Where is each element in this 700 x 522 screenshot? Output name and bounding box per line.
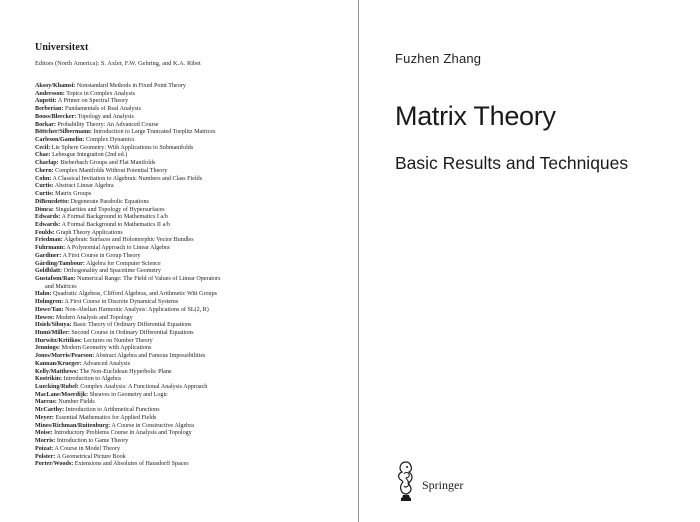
series-entry-author: Hurwitz/Kritikos: <box>35 337 83 344</box>
series-entry-title: Matrix Groups <box>53 191 92 198</box>
series-entry-title: Topology and Analysis <box>76 113 134 120</box>
series-entry-title: Second Course in Ordinary Differential Equations <box>69 330 194 336</box>
series-entry-author: Gårding/Tambour: <box>35 260 85 267</box>
series-entry-title: Lebesgue Integration (2nd ed.) <box>50 152 128 159</box>
series-entry-title: Orthogonality and Spacetime Geometry <box>62 268 161 275</box>
series-list-item <box>35 384 355 392</box>
series-entry-title: Introduction to Algebra <box>62 376 121 383</box>
series-entry-author: Fuhrmann: <box>35 245 66 252</box>
series-entry-author: Poizat: <box>35 445 54 452</box>
series-list-item <box>35 106 355 114</box>
series-entry-title: Basic Theory of Ordinary Differential Equations <box>71 322 192 329</box>
series-entry-title: Bieberbach Groups and Flat Manifolds <box>58 160 156 167</box>
series-list-item <box>35 438 355 446</box>
series-entry-title: Sheaves in Geometry and Logic <box>88 391 168 398</box>
series-list-item <box>35 330 355 338</box>
series-entry-title: Probability Theory: An Advanced Course <box>56 121 159 128</box>
book-title: Matrix Theory <box>395 101 556 131</box>
series-entry-title: Introductory Problems Course in Analysis and Topology <box>52 430 192 437</box>
series-list-item <box>35 168 355 176</box>
series-entry-author: Luecking/Rubel: <box>35 384 79 391</box>
series-entry-title: Introduction to Large Truncated Toeplitz Matrices <box>91 129 216 136</box>
series-entry-title: A Course in Constructive Algebra <box>110 422 194 429</box>
series-entry-author: Curtis: <box>35 183 54 190</box>
springer-logo-icon <box>395 460 417 504</box>
series-entry-title: Lie Sphere Geometry: With Applications to Submanifolds <box>50 144 194 151</box>
series-entry-author: Edwards: <box>35 221 61 228</box>
series-entry-title: A First Course in Discrete Dynamical Systems <box>63 299 179 306</box>
series-entry-title: Algebra for Computer Science <box>84 260 161 267</box>
series-entry-author: Chern: <box>35 167 54 174</box>
series-list-item <box>35 253 355 261</box>
series-entry-author: Friedman: <box>35 237 63 244</box>
series-entry-title: A Polynomial Approach to Linear Algebra <box>65 245 170 252</box>
series-entry-title: Graph Theory Applications <box>54 229 123 236</box>
series-editors: Editors (North America): S. Axler, F.W. Gehring, and K.A. Ribet <box>35 60 201 67</box>
series-list-item <box>35 399 355 407</box>
series-entry-author: Kostrikin: <box>35 376 63 383</box>
series-list-item <box>35 345 355 353</box>
series-entry-title: Complex Dynamics <box>84 137 135 144</box>
series-entry-title: A Formal Background to Mathematics I a/b <box>60 214 168 221</box>
series-entry-author: Polster: <box>35 453 56 460</box>
series-list-item <box>35 237 355 245</box>
series-entry-title: Extensions and Absolutes of Hausdorff Spaces <box>73 461 189 468</box>
series-entry-author: Aksoy/Khamsi: <box>35 83 76 89</box>
series-list-item <box>35 137 355 145</box>
series-entry-author: Jennings: <box>35 345 61 352</box>
publisher-imprint <box>395 460 463 504</box>
series-list-item <box>35 98 355 106</box>
series-entry-author: MacLane/Moerdijk: <box>35 391 89 398</box>
series-entry-author: Dimca: <box>35 206 54 213</box>
series-entry-author: Edwards: <box>35 214 61 221</box>
series-list-item <box>35 261 355 269</box>
series-list-item <box>35 446 355 454</box>
series-entry-author: Morris: <box>35 438 56 445</box>
series-entry-title: Non-Abelian Harmonic Analysis: Applications of SL(2, R) <box>63 306 209 313</box>
book-subtitle: Basic Results and Techniques <box>395 153 629 173</box>
series-entry-title: Degenerate Parabolic Equations <box>69 198 149 205</box>
series-list-item <box>35 291 355 299</box>
series-title: Universitext <box>35 42 89 53</box>
series-entry-title: Topics in Complex Analysis <box>64 90 136 97</box>
series-list-item <box>35 299 355 307</box>
series-entry-author: McCarthy: <box>35 407 65 414</box>
series-entry-author: Booss/Bleecker: <box>35 113 77 120</box>
series-book-list <box>35 83 355 469</box>
series-entry-author: Cecil: <box>35 144 51 151</box>
series-entry-title: Numerical Range: The Field of Values of Linear Operators <box>75 275 221 282</box>
series-entry-title: A Course in Model Theory <box>53 445 121 452</box>
series-entry-title: Introduction to Game Theory <box>55 438 129 445</box>
series-entry-author: Hahn: <box>35 291 52 298</box>
series-list-item <box>35 392 355 400</box>
series-entry-author: Gustafson/Rao: <box>35 275 76 282</box>
series-entry-title: The Non-Euclidean Hyperbolic Plane <box>78 368 172 375</box>
series-entry-author: Andersson: <box>35 90 65 97</box>
series-entry-title: Abstract Algebra and Famous Impossibilities <box>94 353 206 360</box>
series-entry-author: Howes: <box>35 314 55 321</box>
series-list-item <box>35 245 355 253</box>
series-entry-author: Porter/Woods: <box>35 461 74 468</box>
series-entry-author: Aupetit: <box>35 98 57 105</box>
series-entry-title: and Matrices <box>45 283 77 290</box>
series-list-item <box>35 191 355 199</box>
series-entry-title: Fundamentals of Real Analysis <box>63 106 141 113</box>
series-list-item <box>35 222 355 230</box>
series-entry-title: Lectures on Number Theory <box>82 337 153 344</box>
series-list-item <box>35 376 355 384</box>
series-list-item <box>35 353 355 361</box>
series-entry-title: A Formal Background to Mathematics II a/b <box>60 221 170 228</box>
series-list-item <box>35 83 355 91</box>
series-entry-title: A Primer on Spectral Theory <box>56 98 129 105</box>
series-entry-title: Complex Analysis: A Functional Analysis Approach <box>78 384 208 391</box>
series-entry-author: Berberian: <box>35 106 64 113</box>
series-entry-author: Mines/Richman/Ruitenburg: <box>35 422 111 429</box>
series-entry-author: Goldblatt: <box>35 268 63 275</box>
series-entry-author: Humi/Miller: <box>35 330 70 336</box>
series-list-item <box>35 307 355 315</box>
series-entry-title: Algebraic Surfaces and Holomorphic Vector Bundles <box>62 237 194 244</box>
series-list-item <box>35 114 355 122</box>
series-list-item <box>35 361 355 369</box>
series-entry-author: Jones/Morris/Pearson: <box>35 353 95 360</box>
title-page <box>359 0 700 522</box>
series-list-item <box>35 423 355 431</box>
series-list-item <box>35 91 355 99</box>
series-entry-author: DiBenedetto: <box>35 198 70 205</box>
series-list-item <box>35 207 355 215</box>
publisher-name: Springer <box>422 477 464 492</box>
series-entry-author: Holmgren: <box>35 299 64 306</box>
series-list-item <box>35 430 355 438</box>
series-entry-author: Gardiner: <box>35 252 62 259</box>
series-entry-author: Carleson/Gamelin: <box>35 137 85 144</box>
series-entry-title: Modern Analysis and Topology <box>54 314 133 321</box>
series-entry-title: Complex Manifolds Without Potential Theory <box>53 167 168 174</box>
series-list-item <box>35 199 355 207</box>
series-entry-title: Quadratic Algebras, Clifford Algebras, and Arithmetic Witt Groups <box>51 291 217 298</box>
series-entry-title: A First Course in Group Theory <box>61 252 141 259</box>
series-entry-title: Modern Geometry with Applications <box>60 345 152 352</box>
series-list-item <box>35 129 355 137</box>
series-entry-title: Abstract Linear Algebra <box>53 183 114 190</box>
series-entry-title: A Classical Invitation to Algebraic Numbers and Class Fields <box>51 175 203 182</box>
series-list-item <box>35 122 355 130</box>
series-entry-author: Kelly/Matthews: <box>35 368 79 375</box>
series-entry-author: Marcus: <box>35 399 57 406</box>
series-entry-title: Number Fields <box>56 399 95 406</box>
series-entry-author: Hsieh/Sibuya: <box>35 322 72 329</box>
series-entry-title: Nonstandard Methods in Fixed Point Theory <box>75 83 186 89</box>
series-list-item <box>35 415 355 423</box>
series-entry-author: Howe/Tan: <box>35 306 64 313</box>
series-entry-title: Essential Mathematics for Applied Fields <box>53 414 157 421</box>
series-entry-author: Borkar: <box>35 121 56 128</box>
series-entry-author: Curtis: <box>35 191 54 198</box>
series-entry-author: Kannan/Krueger: <box>35 360 82 367</box>
series-list-item <box>35 276 355 284</box>
series-entry-author: Böttcher/Silbermann: <box>35 129 92 136</box>
author-name: Fuzhen Zhang <box>395 51 482 66</box>
series-entry-author: Chae: <box>35 152 51 159</box>
series-list-item <box>35 461 355 469</box>
series-list-item <box>35 407 355 415</box>
series-entry-author: Cohn: <box>35 175 52 182</box>
series-entry-author: Moise: <box>35 430 53 437</box>
series-entry-title: Singularities and Topology of Hypersurfaces <box>53 206 165 213</box>
series-entry-author: Meyer: <box>35 414 54 421</box>
series-entry-title: Advanced Analysis <box>81 360 131 367</box>
series-list-item <box>35 183 355 191</box>
series-list-item <box>35 176 355 184</box>
series-list-item <box>35 268 355 276</box>
series-list-item <box>35 214 355 222</box>
series-list-item <box>35 369 355 377</box>
series-entry-author: Charlap: <box>35 160 59 167</box>
series-entry-title: A Geometrical Picture Book <box>55 453 126 460</box>
series-entry-author: Foulds: <box>35 229 55 236</box>
series-list-item <box>35 338 355 346</box>
series-entry-title: Introduction to Arithmetical Functions <box>64 407 160 414</box>
series-list-item <box>35 322 355 330</box>
series-list-item <box>35 160 355 168</box>
